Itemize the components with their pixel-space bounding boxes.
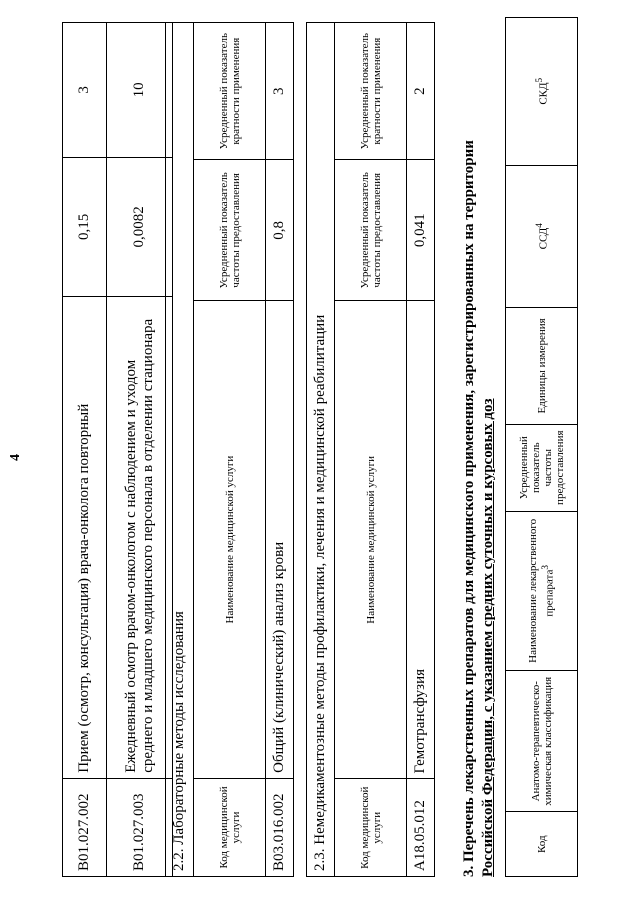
service-name: Прием (осмотр, консультация) врача-онколога повторный	[63, 296, 107, 778]
header-frequency: Усредненный показатель частоты предоставления	[194, 160, 266, 301]
header-frequency: Усредненный показатель частоты предоставления	[335, 160, 407, 301]
service-frequency: 0,15	[63, 157, 107, 296]
service-multiplicity: 10	[107, 23, 173, 158]
service-code: B01.027.003	[107, 778, 173, 876]
footnote-ref: 3	[540, 565, 551, 570]
table-header-row	[506, 18, 578, 877]
drugs-table	[505, 17, 578, 877]
footnote-ref: 4	[534, 223, 545, 228]
service-code: B01.027.002	[63, 778, 107, 876]
section-title: 2.3. Немедикаментозные методы профилактики, лечения и медицинской реабилитации	[307, 23, 335, 877]
service-name: Гемотрансфузия	[407, 301, 435, 779]
footnote-ref: 5	[534, 77, 545, 83]
header-drug-name	[506, 511, 578, 671]
table-header-row	[194, 23, 266, 877]
table-row	[107, 23, 173, 877]
header-code: Код медицинской услуги	[335, 779, 407, 877]
header-name: Наименование медицинской услуги	[194, 301, 266, 779]
header-drug-name-text: Наименование лекарственного препарата	[527, 518, 556, 663]
service-multiplicity: 3	[266, 23, 294, 160]
header-code: Код	[506, 812, 578, 877]
header-skd-text: СКД	[537, 82, 550, 105]
table-row	[266, 23, 294, 877]
table-header-row	[335, 23, 407, 877]
service-name: Ежедневный осмотр врачом-онкологом с наблюдением и уходом среднего и младшего медицинского персонала в отделении стационара	[107, 296, 173, 778]
header-multiplicity: Усредненный показатель кратности применения	[335, 23, 407, 160]
service-frequency: 0,0082	[107, 157, 173, 296]
service-multiplicity: 2	[407, 23, 435, 160]
header-ssd-text: ССД	[537, 227, 550, 250]
table-row	[407, 23, 435, 877]
service-name: Общий (клинический) анализ крови	[266, 301, 294, 779]
header-unit: Единицы измерения	[506, 307, 578, 424]
section-title: 2.2. Лабораторные методы исследования	[166, 23, 194, 877]
service-frequency: 0,8	[266, 160, 294, 301]
header-code: Код медицинской услуги	[194, 778, 266, 876]
lab-methods-table	[165, 22, 294, 877]
non-drug-methods-table	[306, 22, 435, 877]
header-multiplicity: Усредненный показатель кратности применения	[194, 23, 266, 160]
service-code: B03.016.002	[266, 778, 294, 876]
service-code: A18.05.012	[407, 779, 435, 877]
service-multiplicity: 3	[63, 23, 107, 158]
header-skd	[506, 18, 578, 166]
header-atc: Анатомо-терапевтическо-химическая классификация	[506, 671, 578, 812]
services-table-continued	[62, 22, 173, 877]
header-name: Наименование медицинской услуги	[335, 301, 407, 779]
service-frequency: 0,041	[407, 160, 435, 301]
header-ssd	[506, 165, 578, 307]
table-row	[63, 23, 107, 877]
section-3-heading	[460, 17, 498, 877]
header-frequency: Усредненный показатель частоты предоставления	[506, 424, 578, 511]
section-3-title-line2: Российской Федерации, с указанием средних суточных и курсовых доз	[480, 398, 496, 877]
section-3-title-line1: 3. Перечень лекарственных препаратов для медицинского применения, зарегистрированных на территории	[461, 140, 477, 877]
page-number: 4	[8, 454, 23, 461]
